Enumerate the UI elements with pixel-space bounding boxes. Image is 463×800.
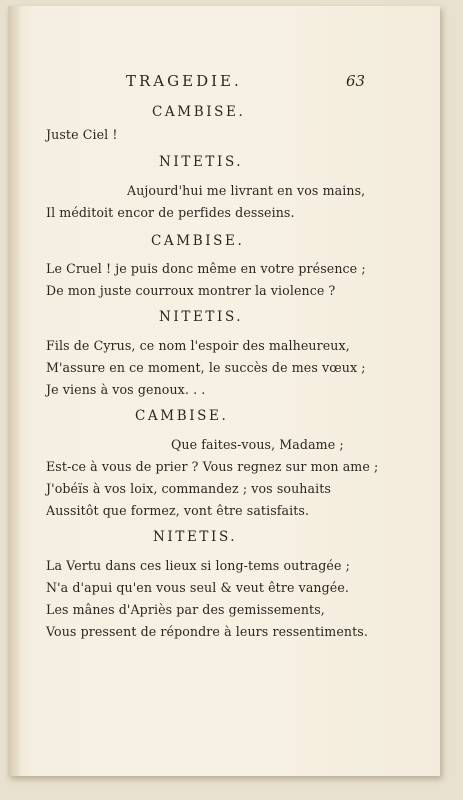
- speaker-name: NITETIS.: [153, 529, 238, 545]
- speaker-name: NITETIS.: [159, 309, 244, 325]
- verse-line: Les mânes d'Apriès par des gemissements,: [46, 602, 325, 617]
- verse-line: Aussitôt que formez, vont être satisfaits.: [46, 503, 310, 518]
- speaker-name: NITETIS.: [159, 154, 244, 170]
- verse-line: Le Cruel ! je puis donc même en votre présence ;: [46, 261, 366, 276]
- verse-line: J'obéïs à vos loix, commandez ; vos souhaits: [46, 481, 331, 496]
- verse-line: Il méditoit encor de perfides desseins.: [46, 205, 295, 220]
- verse-line: Fils de Cyrus, ce nom l'espoir des malheureux,: [46, 338, 350, 353]
- verse-line: Je viens à vos genoux. . .: [46, 382, 206, 397]
- verse-line: Que faites-vous, Madame ;: [171, 437, 344, 452]
- verse-line: Juste Ciel !: [46, 127, 118, 142]
- verse-line: M'assure en ce moment, le succès de mes vœux ;: [46, 360, 366, 375]
- verse-line: De mon juste courroux montrer la violence ?: [46, 283, 336, 298]
- speaker-name: CAMBISE.: [151, 233, 245, 249]
- page-number: 63: [346, 72, 366, 90]
- verse-line: Vous pressent de répondre à leurs ressentiments.: [46, 624, 368, 639]
- verse-line: La Vertu dans ces lieux si long-tems outragée ;: [46, 558, 350, 573]
- speaker-name: CAMBISE.: [152, 104, 246, 120]
- verse-line: Aujourd'hui me livrant en vos mains,: [127, 183, 366, 198]
- running-header: TRAGEDIE.: [126, 72, 242, 90]
- verse-line: N'a d'apui qu'en vous seul & veut être vangée.: [46, 580, 350, 595]
- speaker-name: CAMBISE.: [135, 408, 229, 424]
- verse-line: Est-ce à vous de prier ? Vous regnez sur mon ame ;: [46, 459, 379, 474]
- book-page: [8, 6, 440, 776]
